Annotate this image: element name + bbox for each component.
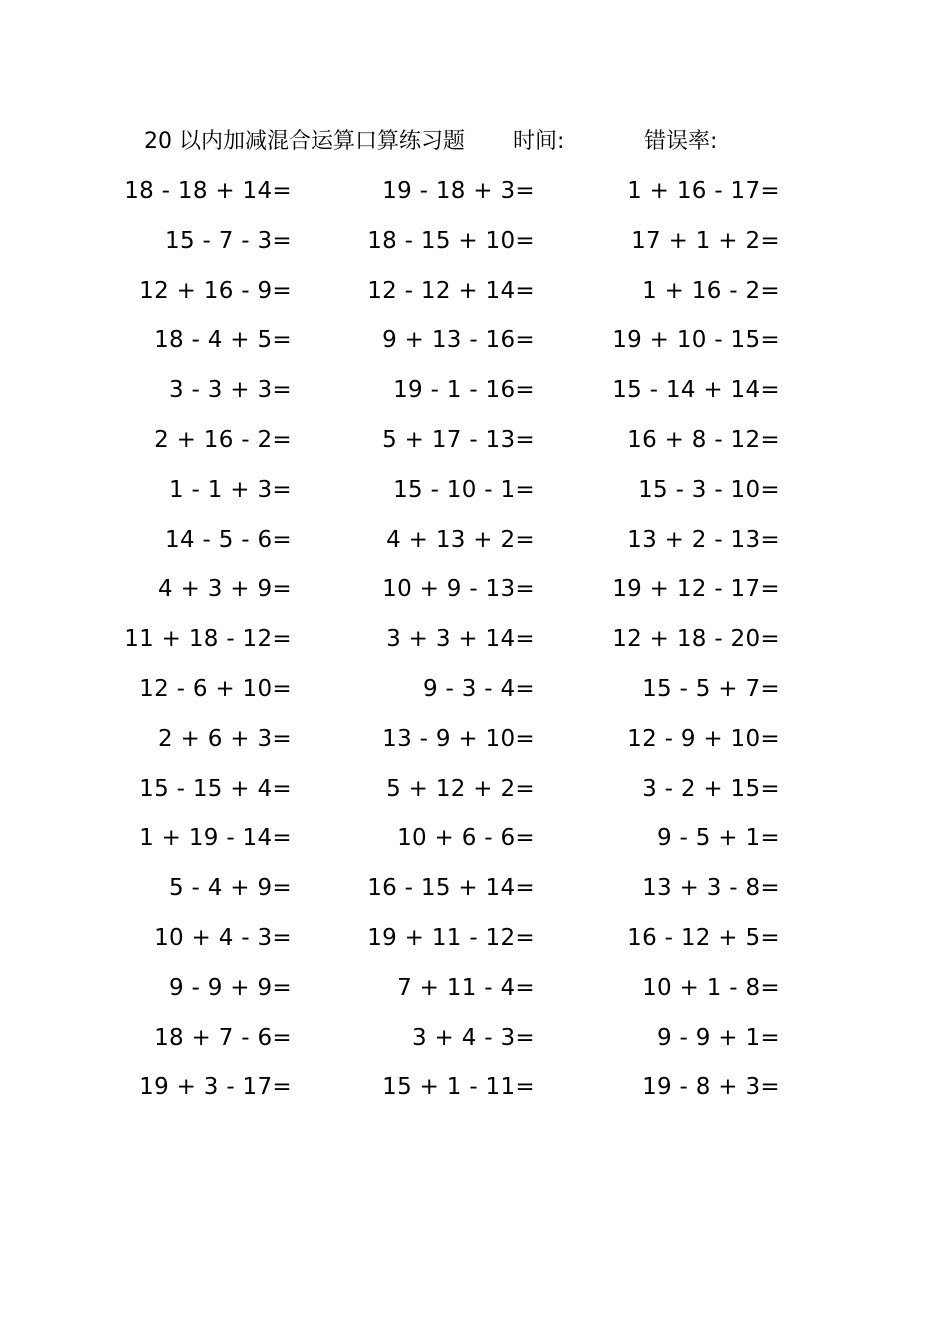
arithmetic-problem: 7 + 11 - 4= — [397, 974, 535, 1001]
arithmetic-problem: 15 - 14 + 14= — [612, 377, 780, 404]
arithmetic-problem: 15 - 7 - 3= — [165, 227, 292, 254]
problem-row — [0, 220, 950, 270]
arithmetic-problem: 15 - 3 - 10= — [638, 476, 780, 503]
arithmetic-problem: 10 + 1 - 8= — [642, 974, 780, 1001]
arithmetic-problem: 9 + 13 - 16= — [382, 327, 535, 354]
problem-row — [0, 768, 950, 818]
arithmetic-problem: 15 - 5 + 7= — [642, 675, 780, 702]
problem-row — [0, 1066, 950, 1116]
arithmetic-problem: 12 - 12 + 14= — [367, 277, 535, 304]
arithmetic-problem: 9 - 9 + 9= — [169, 974, 292, 1001]
error-rate-label: 错误率: — [644, 129, 718, 154]
arithmetic-problem: 16 - 12 + 5= — [627, 924, 780, 951]
arithmetic-problem: 12 + 16 - 9= — [139, 277, 292, 304]
arithmetic-problem: 9 - 3 - 4= — [422, 675, 535, 702]
problem-row — [0, 618, 950, 668]
arithmetic-problem: 15 + 1 - 11= — [382, 1074, 535, 1101]
arithmetic-problem: 19 - 18 + 3= — [382, 178, 535, 204]
arithmetic-problem: 5 + 12 + 2= — [386, 775, 535, 802]
arithmetic-problem: 17 + 1 + 2= — [631, 227, 780, 254]
arithmetic-problem: 3 + 3 + 14= — [386, 626, 535, 653]
problem-row — [0, 568, 950, 618]
arithmetic-problem: 12 - 6 + 10= — [139, 675, 292, 702]
arithmetic-problem: 3 + 4 - 3= — [412, 1024, 535, 1051]
arithmetic-problem: 18 - 15 + 10= — [367, 227, 535, 254]
arithmetic-problem: 9 - 5 + 1= — [657, 825, 780, 852]
arithmetic-problem: 1 + 19 - 14= — [139, 825, 292, 852]
arithmetic-problem: 18 + 7 - 6= — [154, 1024, 292, 1051]
worksheet-header — [0, 124, 950, 160]
arithmetic-problem: 19 - 8 + 3= — [642, 1074, 780, 1101]
problem-row — [0, 817, 950, 867]
arithmetic-problem: 16 + 8 - 12= — [627, 426, 780, 453]
problem-row — [0, 867, 950, 917]
arithmetic-problem: 4 + 3 + 9= — [158, 576, 292, 603]
arithmetic-problem: 1 + 16 - 2= — [642, 277, 780, 304]
arithmetic-problem: 14 - 5 - 6= — [165, 526, 292, 553]
arithmetic-problem: 1 + 16 - 17= — [627, 178, 780, 204]
arithmetic-problem: 19 + 11 - 12= — [367, 924, 535, 951]
problem-row — [0, 270, 950, 320]
problem-row — [0, 519, 950, 569]
arithmetic-problem: 4 + 13 + 2= — [386, 526, 535, 553]
arithmetic-problem: 19 + 12 - 17= — [612, 576, 780, 603]
arithmetic-problem: 13 + 3 - 8= — [642, 875, 780, 902]
arithmetic-problem: 3 - 2 + 15= — [642, 775, 780, 802]
arithmetic-problem: 2 + 16 - 2= — [154, 426, 292, 453]
arithmetic-problem: 11 + 18 - 12= — [124, 626, 292, 653]
problem-grid — [0, 170, 950, 1116]
arithmetic-problem: 13 - 9 + 10= — [382, 725, 535, 752]
arithmetic-problem: 16 - 15 + 14= — [367, 875, 535, 902]
problem-row — [0, 1017, 950, 1067]
arithmetic-problem: 19 + 10 - 15= — [612, 327, 780, 354]
arithmetic-problem: 18 - 4 + 5= — [154, 327, 292, 354]
worksheet-title: 20 以内加减混合运算口算练习题 — [144, 129, 465, 154]
arithmetic-problem: 15 - 15 + 4= — [139, 775, 292, 802]
arithmetic-problem: 12 - 9 + 10= — [627, 725, 780, 752]
arithmetic-problem: 5 - 4 + 9= — [169, 875, 292, 902]
arithmetic-problem: 9 - 9 + 1= — [657, 1024, 780, 1051]
time-label: 时间: — [513, 129, 565, 154]
problem-row — [0, 170, 950, 220]
problem-row — [0, 469, 950, 519]
arithmetic-problem: 1 - 1 + 3= — [169, 476, 292, 503]
problem-row — [0, 319, 950, 369]
arithmetic-problem: 2 + 6 + 3= — [158, 725, 292, 752]
arithmetic-problem: 18 - 18 + 14= — [124, 178, 292, 204]
problem-row — [0, 419, 950, 469]
arithmetic-problem: 10 + 9 - 13= — [382, 576, 535, 603]
arithmetic-problem: 5 + 17 - 13= — [382, 426, 535, 453]
arithmetic-problem: 12 + 18 - 20= — [612, 626, 780, 653]
arithmetic-problem: 3 - 3 + 3= — [169, 377, 292, 404]
problem-row — [0, 967, 950, 1017]
arithmetic-problem: 15 - 10 - 1= — [393, 476, 535, 503]
problem-row — [0, 369, 950, 419]
arithmetic-problem: 10 + 4 - 3= — [154, 924, 292, 951]
problem-row — [0, 718, 950, 768]
problem-row — [0, 917, 950, 967]
arithmetic-problem: 10 + 6 - 6= — [397, 825, 535, 852]
arithmetic-problem: 13 + 2 - 13= — [627, 526, 780, 553]
arithmetic-problem: 19 + 3 - 17= — [139, 1074, 292, 1101]
problem-row — [0, 668, 950, 718]
arithmetic-problem: 19 - 1 - 16= — [393, 377, 535, 404]
